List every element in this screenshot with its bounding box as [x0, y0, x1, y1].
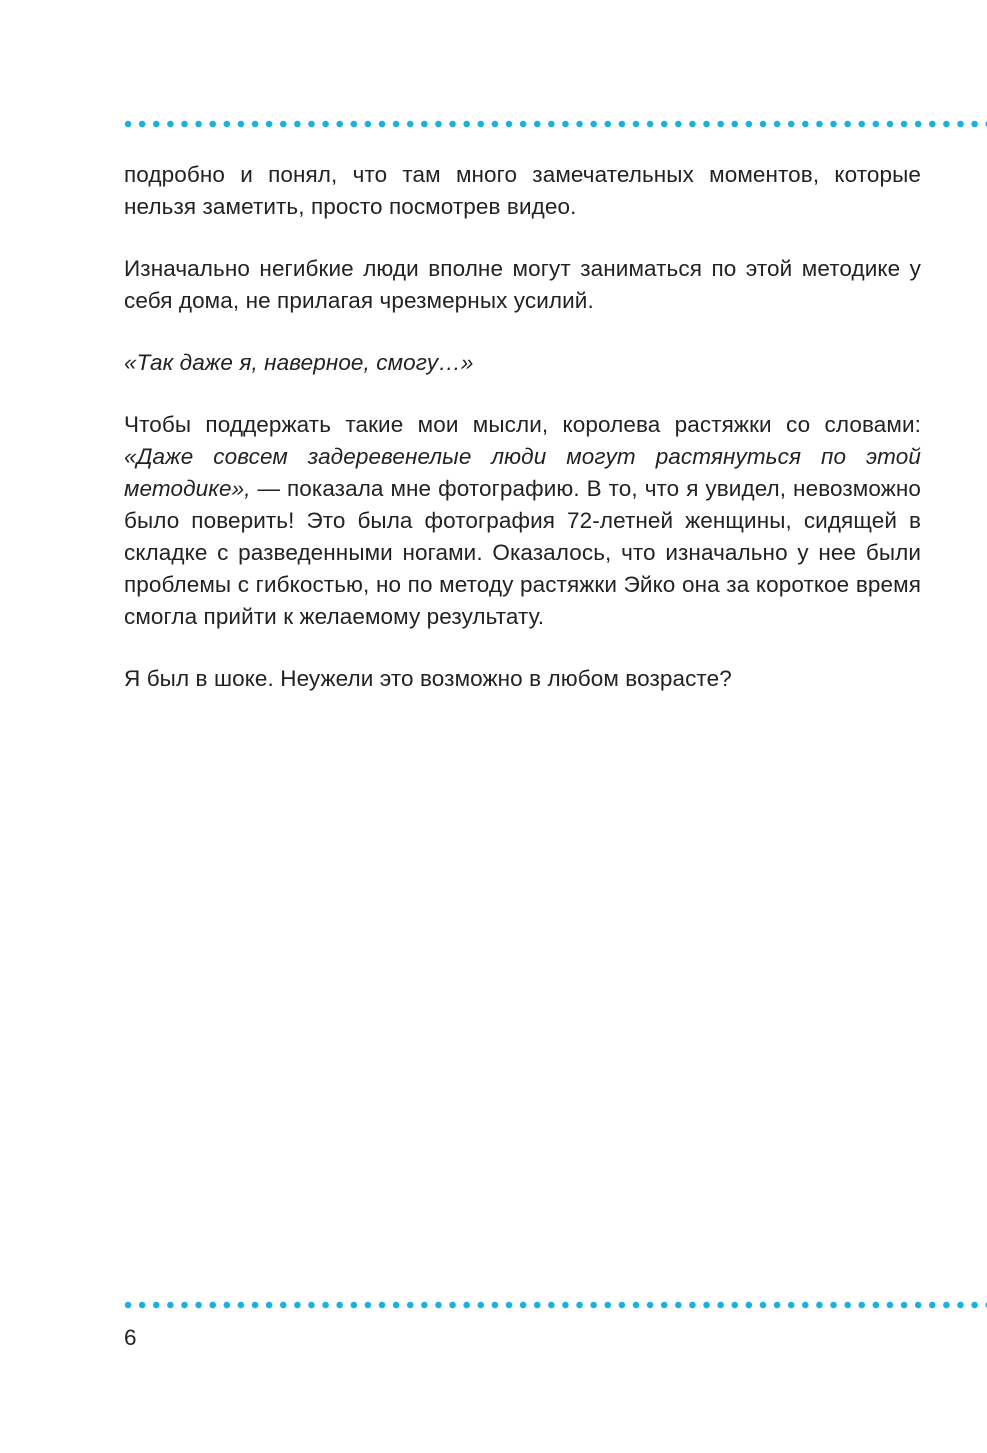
body-text [124, 159, 921, 725]
paragraph-4-lead: Чтобы поддержать такие мои мысли, королева растяжки со словами: [124, 412, 921, 437]
paragraph-2: Изначально негибкие люди вполне могут заниматься по этой методике у себя дома, не прилагая чрезмерных усилий. [124, 256, 921, 313]
paragraph-1: подробно и понял, что там много замечательных моментов, которые нельзя заметить, просто посмотрев видео. [124, 162, 921, 219]
italic-quote: «Так даже я, наверное, смогу…» [124, 350, 474, 375]
paragraph-4-rest: — показала мне фотографию. В то, что я увидел, невозможно было поверить! Это была фотография 72-летней женщины, сидящей в складке с разведенными ногами. Оказалось, что изначально у нее были проблемы с гибкостью, но по методу растяжки Эйко она за короткое время смогла прийти к желаемому результату. [124, 476, 921, 629]
bottom-dotted-rule [121, 1301, 987, 1309]
top-dotted-rule [121, 120, 987, 128]
page-number: 6 [124, 1325, 137, 1350]
paragraph-4 [124, 409, 921, 633]
paragraph-5: Я был в шоке. Неужели это возможно в любом возрасте? [124, 666, 732, 691]
paragraph-4-quote: «Даже совсем задеревенелые люди могут растянуться по этой методике», [124, 444, 921, 501]
paragraph-3-quote [124, 347, 921, 379]
